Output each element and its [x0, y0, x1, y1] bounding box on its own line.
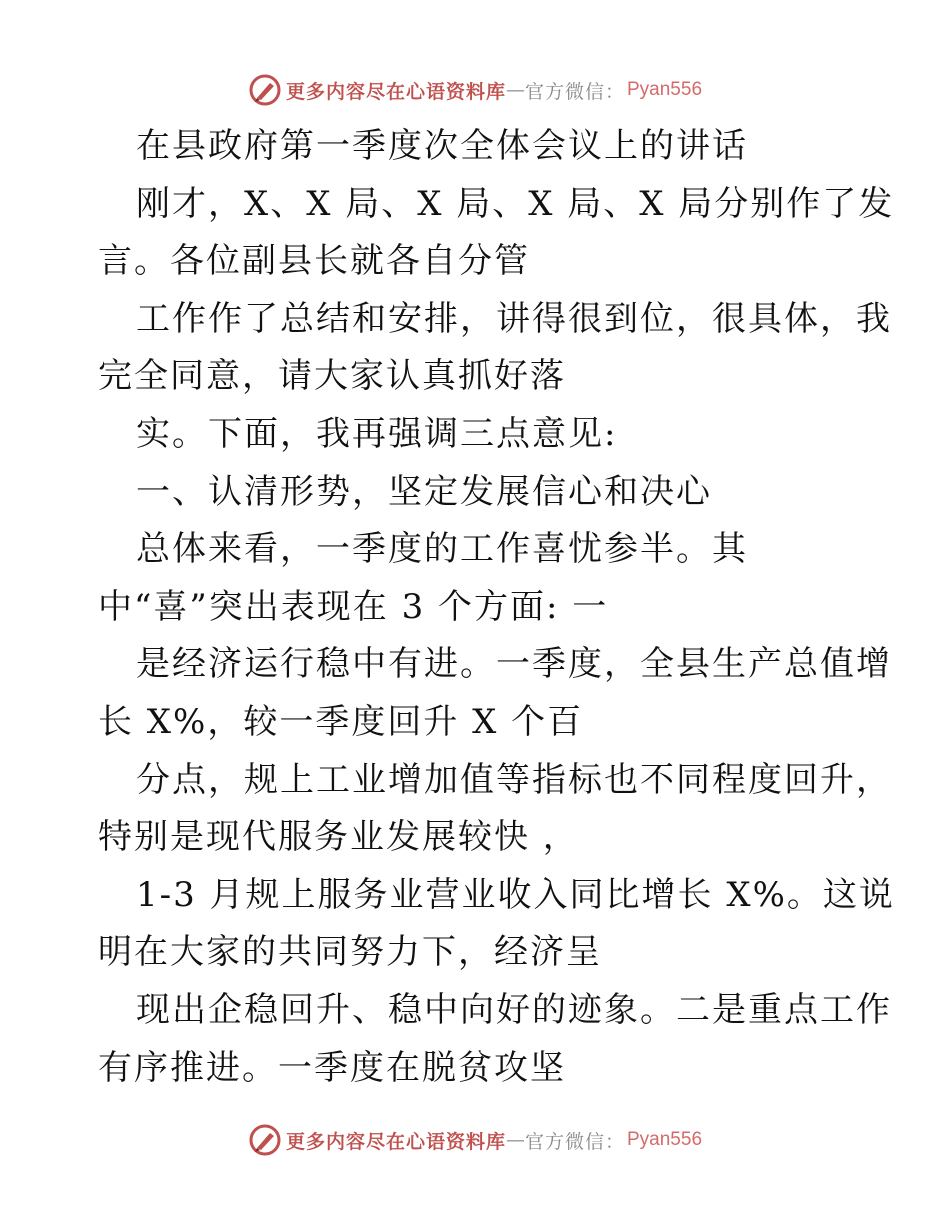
paragraph-line: 总体来看，一季度的工作喜忧参半。其 — [136, 529, 748, 570]
pen-logo-icon — [248, 1123, 282, 1157]
paragraph-line: 是经济运行稳中有进。一季度，全县生产总值增 — [136, 644, 892, 685]
paragraph-line: 有序推进。一季度在脱贫攻坚 — [98, 1047, 566, 1088]
paragraph-line: 现出企稳回升、稳中向好的迹象。二是重点工作 — [136, 989, 892, 1030]
pen-logo-icon — [248, 73, 282, 107]
banner-wechat-id: Pyan556 — [627, 79, 703, 100]
paragraph-line: 工作作了总结和安排，讲得很到位，很具体，我 — [136, 298, 892, 339]
banner-title: 更多内容尽在心语资料库 — [285, 1130, 506, 1153]
section-heading: 一、认清形势，坚定发展信心和决心 — [136, 471, 712, 512]
document-body — [98, 118, 895, 1097]
banner-dash: — — [505, 1129, 525, 1151]
paragraph-line: 刚才，X、X 局、X 局、X 局、X 局分别作了发 — [136, 183, 895, 224]
banner-wechat-label: 官方微信： — [524, 80, 625, 103]
header-watermark-banner — [0, 70, 950, 110]
paragraph-line: 分点，规上工业增加值等指标也不同程度回升， — [136, 759, 892, 800]
paragraph-line: 言。各位副县长就各自分管 — [98, 241, 530, 282]
paragraph-line: 完全同意，请大家认真抓好落 — [98, 356, 566, 397]
paragraph-line: 长 X%，较一季度回升 X 个百 — [98, 701, 584, 742]
paragraph-line: 实。下面，我再强调三点意见: — [136, 413, 618, 454]
paragraph-line: 1-3 月规上服务业营业收入同比增长 X%。这说 — [136, 874, 895, 915]
footer-watermark-banner — [0, 1120, 950, 1160]
document-title: 在县政府第一季度次全体会议上的讲话 — [136, 126, 748, 166]
banner-wechat-label: 官方微信： — [524, 1130, 625, 1153]
paragraph-line: 中“喜”突出表现在 3 个方面: 一 — [98, 586, 609, 627]
paragraph-line: 特别是现代服务业发展较快 ， — [98, 817, 579, 858]
paragraph-line: 明在大家的共同努力下，经济呈 — [98, 932, 602, 973]
banner-dash: — — [505, 79, 525, 101]
banner-title: 更多内容尽在心语资料库 — [285, 80, 506, 103]
banner-wechat-id: Pyan556 — [627, 1129, 703, 1150]
